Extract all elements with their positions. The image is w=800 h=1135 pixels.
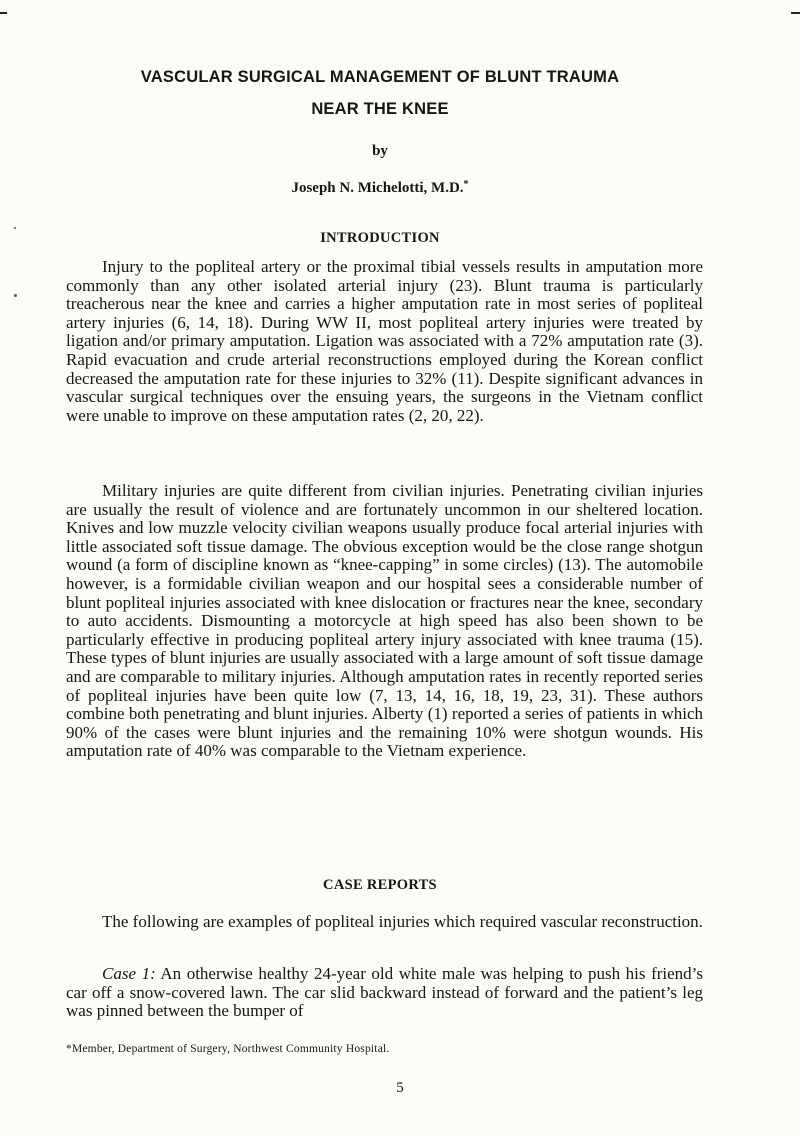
page-number: 5 (396, 1080, 404, 1096)
paragraph-introduction-1 (66, 258, 703, 425)
scan-speck (14, 294, 17, 297)
author-footnote-marker: * (463, 179, 469, 190)
scan-edge-mark (791, 12, 800, 14)
author-name (80, 180, 680, 197)
case-1-text: An otherwise healthy 24-year old white male was helping to push his friend’s car off a snow-covered lawn. The car slid backward instead of forward and the patient’s leg was pinned between the bumper of (66, 964, 703, 1021)
case-1-label: Case 1: (102, 964, 156, 983)
paragraph-introduction-2-text: Military injuries are quite different from civilian injuries. Penetrating civilian injuries are usually the result of violence and are fortunately uncommon in our sheltered location. Knives and low muzzle velocity civilian weapons usually produce focal arterial injuries with little associated soft tissue damage. The obvious exception would be the close range shotgun wound (a form of discipline known as “knee-capping” in some circles) (13). The automobile however, is a formidable civilian weapon and our hospital sees a considerable number of blunt popliteal injuries associated with knee dislocation or fractures near the knee, secondary to auto accidents. Dismounting a motorcycle at high speed has also been shown to be particularly effective in producing popliteal artery injury associated with knee trauma (15). These types of blunt injuries are usually associated with a large amount of soft tissue damage and are comparable to military injuries. Although amputation rates in recently reported series of popliteal injuries have been quite low (7, 13, 14, 16, 18, 19, 23, 31). These authors combine both penetrating and blunt injuries. Alberty (1) reported a series of patients in which 90% of the cases were blunt injuries and the remaining 10% were shotgun wounds. His amputation rate of 40% was comparable to the Vietnam experience. (66, 481, 703, 761)
article-title-line-1: VASCULAR SURGICAL MANAGEMENT OF BLUNT TRAUMA (140, 68, 620, 86)
paragraph-case-1 (66, 965, 703, 1021)
scan-speck (14, 227, 16, 229)
section-heading-introduction: INTRODUCTION (320, 230, 440, 246)
scan-edge-mark (0, 12, 7, 14)
paragraph-introduction-2 (66, 482, 703, 761)
byline: by (372, 143, 388, 159)
footnote: *Member, Department of Surgery, Northwest Community Hospital. (66, 1043, 390, 1055)
article-title-line-2: NEAR THE KNEE (311, 100, 449, 118)
paragraph-case-intro-text: The following are examples of popliteal injuries which required vascular reconstruction. (102, 912, 703, 931)
paragraph-case-intro (66, 913, 703, 932)
section-heading-case-reports: CASE REPORTS (323, 877, 437, 893)
paragraph-introduction-1-text: Injury to the popliteal artery or the proximal tibial vessels results in amputation more commonly than any other isolated arterial injury (23). Blunt trauma is particularly treacherous near the knee and carries a higher amputation rate in most series of popliteal artery injuries (6, 14, 18). During WW II, most popliteal artery injuries were treated by ligation and/or primary amputation. Ligation was associated with a 72% amputation rate (3). Rapid evacuation and crude arterial reconstructions employed during the Korean conflict decreased the amputation rate for these injuries to 32% (11). Despite significant advances in vascular surgical techniques over the ensuing years, the surgeons in the Vietnam conflict were unable to improve on these amputation rates (2, 20, 22). (66, 257, 703, 425)
author-name-text: Joseph N. Michelotti, M.D. (291, 180, 464, 196)
